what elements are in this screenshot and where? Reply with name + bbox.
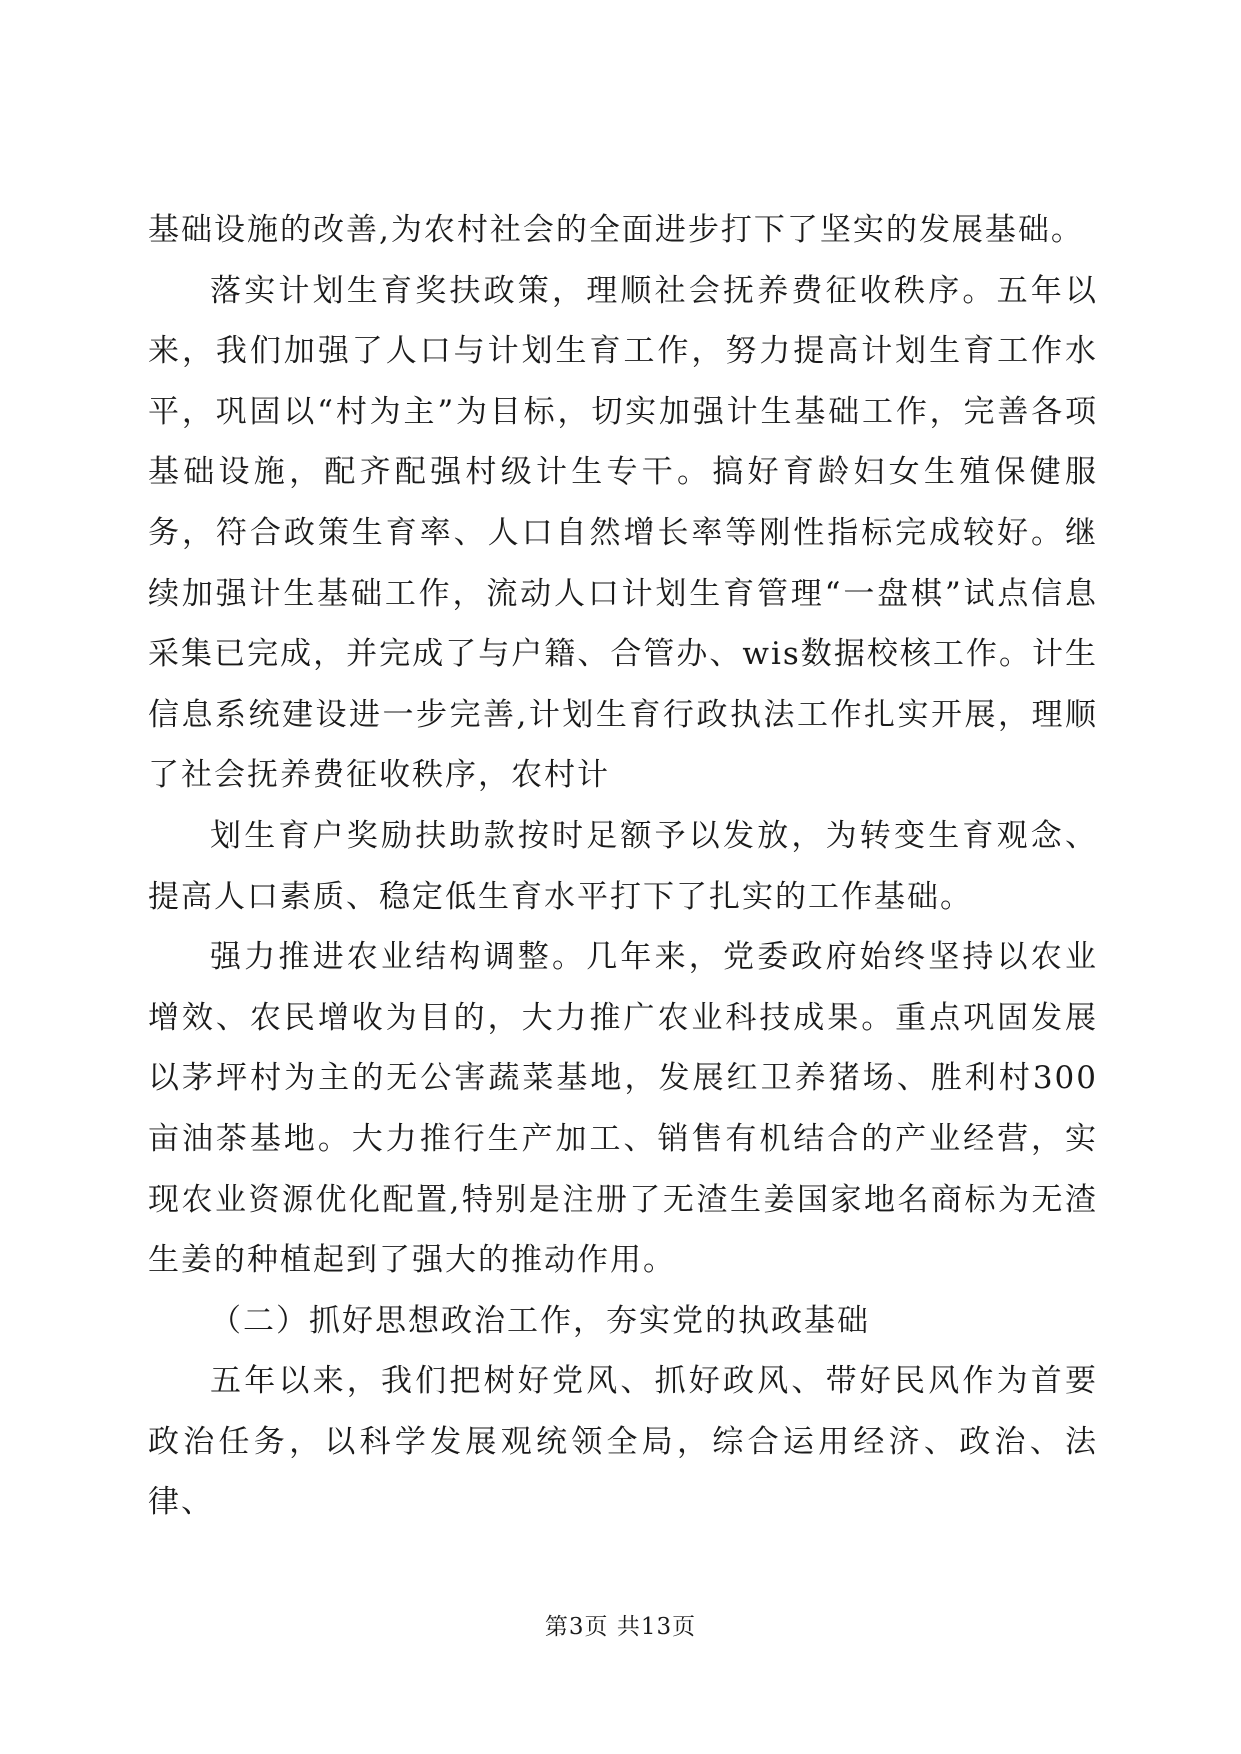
- paragraph-3: 划生育户奖励扶助款按时足额予以发放，为转变生育观念、提高人口素质、稳定低生育水平打下了扎实的工作基础。: [148, 817, 1098, 915]
- section-heading: （二）抓好思想政治工作，夯实党的执政基础: [210, 1302, 870, 1339]
- paragraph-5: 五年以来，我们把树好党风、抓好政风、带好民风作为首要政治任务，以科学发展观统领全局，综合运用经济、政治、法律、: [148, 1363, 1098, 1521]
- paragraph-1: 基础设施的改善,为农村社会的全面进步打下了坚实的发展基础。: [148, 212, 1084, 248]
- document-body: [148, 200, 1098, 1533]
- page-number: 第3页 共13页: [544, 1614, 697, 1640]
- paragraph-2: 落实计划生育奖扶政策，理顺社会抚养费征收秩序。五年以来，我们加强了人口与计划生育工作，努力提高计划生育工作水平，巩固以“村为主”为目标，切实加强计生基础工作，完善各项基础设施，配齐配强村级计生专干。搞好育龄妇女生殖保健服务，符合政策生育率、人口自然增长率等刚性指标完成较好。继续加强计生基础工作，流动人口计划生育管理“一盘棋”试点信息采集已完成，并完成了与户籍、合管办、wis数据校核工作。计生信息系统建设进一步完善,计划生育行政执法工作扎实开展，理顺了社会抚养费征收秩序，农村计: [148, 272, 1098, 794]
- paragraph-4: 强力推进农业结构调整。几年来，党委政府始终坚持以农业增效、农民增收为目的，大力推广农业科技成果。重点巩固发展以茅坪村为主的无公害蔬菜基地，发展红卫养猪场、胜利村300亩油茶基地。大力推行生产加工、销售有机结合的产业经营，实现农业资源优化配置,特别是注册了无渣生姜国家地名商标为无渣生姜的种植起到了强大的推动作用。: [148, 939, 1098, 1279]
